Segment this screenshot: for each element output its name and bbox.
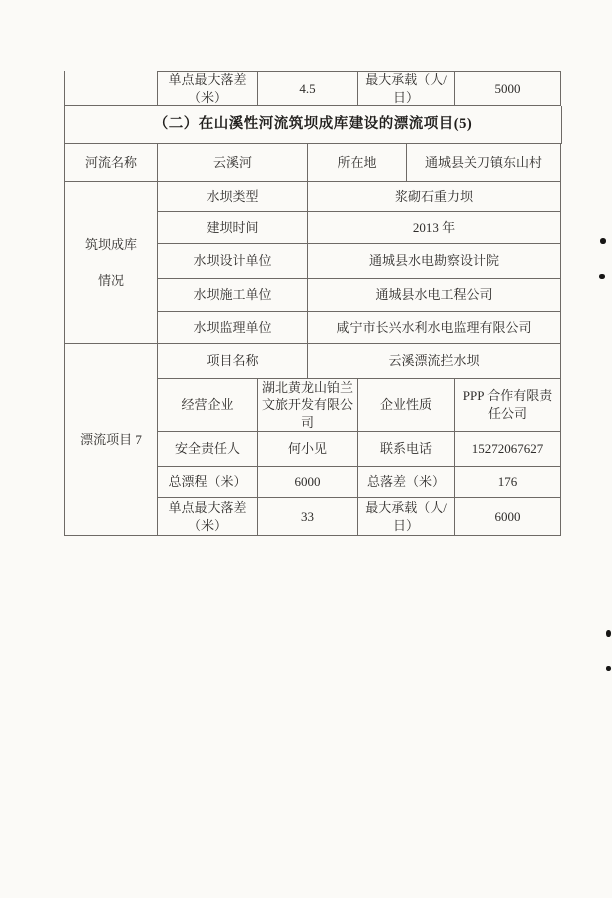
continuation-row: [65, 71, 562, 106]
value-total-length: 6000: [258, 467, 358, 498]
table-row: [158, 432, 562, 467]
value-max-capacity: 5000: [455, 71, 561, 106]
value-river-name: 云溪河: [158, 144, 308, 182]
field-label-phone: 联系电话: [358, 432, 455, 467]
value-dam-type: 浆砌石重力坝: [308, 182, 561, 212]
value-max-single-drop-2: 33: [258, 498, 358, 536]
value-dam-supervisor: 咸宁市长兴水利水电监理有限公司: [308, 312, 561, 344]
field-label-dam-built-year: 建坝时间: [158, 212, 308, 244]
table-row: [158, 379, 562, 432]
empty-spanner-cell: [65, 71, 158, 106]
field-label-total-length: 总漂程（米）: [158, 467, 258, 498]
project-block-title: 漂流项目 7: [65, 344, 158, 536]
field-label-dam-supervisor: 水坝监理单位: [158, 312, 308, 344]
value-safety-officer: 何小见: [258, 432, 358, 467]
field-label-river-name: 河流名称: [65, 144, 158, 182]
dam-block-title: [65, 182, 158, 344]
table-row: [158, 212, 562, 244]
value-dam-built-year: 2013 年: [308, 212, 561, 244]
field-label-max-single-drop-2: 单点最大落差（米）: [158, 498, 258, 536]
ink-mark: [606, 666, 611, 671]
river-row: [65, 144, 562, 182]
ink-mark: [599, 274, 605, 279]
field-label-enterprise-type: 企业性质: [358, 379, 455, 432]
dam-block-title-line2: 情况: [97, 272, 124, 288]
table-row: [158, 498, 562, 536]
table-row: [158, 279, 562, 312]
value-project-name: 云溪漂流拦水坝: [308, 344, 561, 379]
value-enterprise-type: PPP 合作有限责任公司: [455, 379, 561, 432]
value-location: 通城县关刀镇东山村: [407, 144, 561, 182]
dam-construction-block: [65, 182, 562, 344]
value-dam-designer: 通城县水电勘察设计院: [308, 244, 561, 279]
table-row: [158, 344, 562, 379]
table-row: [158, 244, 562, 279]
section-header: （二）在山溪性河流筑坝成库建设的漂流项目(5): [65, 106, 562, 144]
rafting-project-table: [64, 71, 562, 536]
value-max-single-drop: 4.5: [258, 71, 358, 106]
field-label-max-single-drop: 单点最大落差（米）: [158, 71, 258, 106]
table-row: [158, 182, 562, 212]
field-label-project-name: 项目名称: [158, 344, 308, 379]
field-label-max-capacity-2: 最大承载（人/日）: [358, 498, 455, 536]
field-label-dam-type: 水坝类型: [158, 182, 308, 212]
ink-mark: [606, 630, 611, 637]
value-dam-builder: 通城县水电工程公司: [308, 279, 561, 312]
table-row: [158, 467, 562, 498]
field-label-total-drop: 总落差（米）: [358, 467, 455, 498]
field-label-dam-builder: 水坝施工单位: [158, 279, 308, 312]
rafting-project-block: [65, 344, 562, 536]
ink-mark: [600, 238, 606, 244]
value-operator: 湖北黄龙山铂兰文旅开发有限公司: [258, 379, 358, 432]
dam-block-title-line1: 筑坝成库: [84, 236, 137, 252]
table-row: [158, 312, 562, 344]
value-max-capacity-2: 6000: [455, 498, 561, 536]
value-phone: 15272067627: [455, 432, 561, 467]
field-label-dam-designer: 水坝设计单位: [158, 244, 308, 279]
field-label-location: 所在地: [308, 144, 407, 182]
value-total-drop: 176: [455, 467, 561, 498]
field-label-safety-officer: 安全责任人: [158, 432, 258, 467]
field-label-max-capacity: 最大承载（人/日）: [358, 71, 455, 106]
field-label-operator: 经营企业: [158, 379, 258, 432]
